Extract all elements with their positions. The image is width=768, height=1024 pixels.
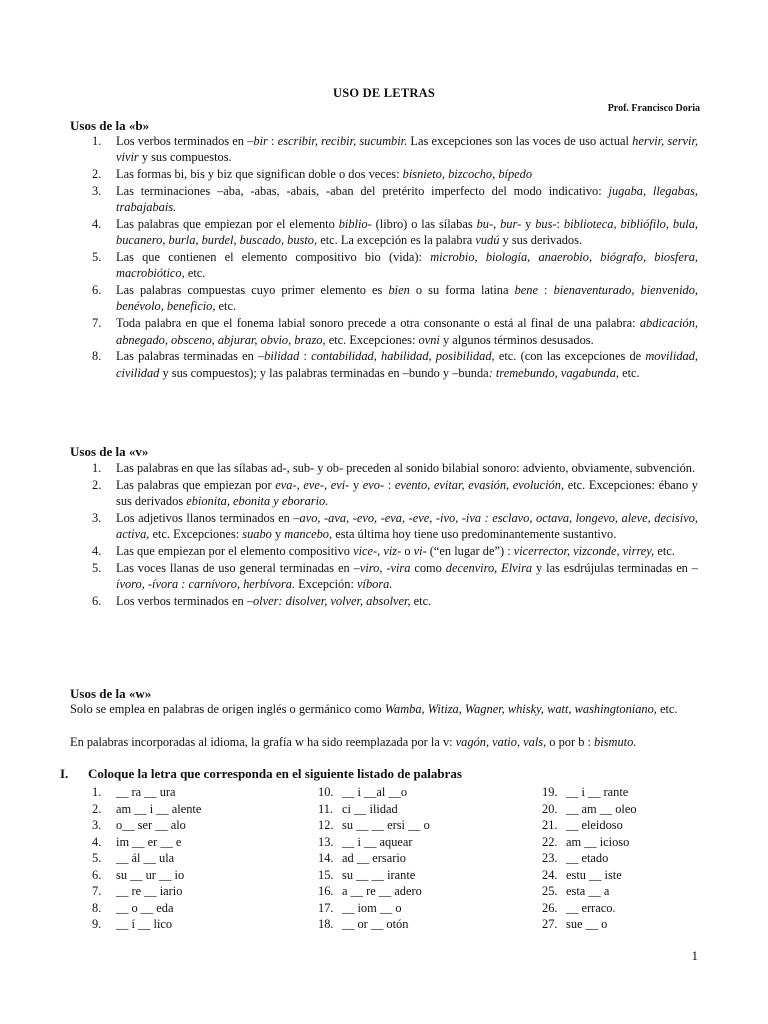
b-rule-item [92,249,698,282]
exercise-word-blank: __ í __ lico [116,917,173,931]
v-rule-item [92,477,698,510]
exercise-word-item [92,817,201,834]
exercise-word-blank: __ re __ iario [116,884,183,898]
exercise-word-number: 2. [92,801,102,816]
exercise-word-item [92,916,201,933]
exercise-word-number: 18. [318,917,334,931]
exercise-word-blank: __ eleidoso [566,818,623,832]
w-paragraph-2: En palabras incorporadas al idioma, la grafía w ha sido reemplazada por la v: vagón, vatio, vals, o por b : bismuto. [70,735,637,749]
item-number: 3. [92,510,102,525]
exercise-word-blank: ci __ ilidad [342,801,398,816]
exercise-word-blank: estu __ iste [566,867,622,882]
exercise-number: I. [60,766,69,781]
exercise-word-item [92,801,201,818]
exercise-word-number: 25. [542,884,558,898]
exercise-word-item [318,867,430,884]
item-text: Las voces llanas de uso general terminadas en –viro, -vira como decenviro, Elvira y las esdrújulas terminadas en –ívoro, -ívora : carnívoro, herbívora. Excepción: víbora. [116,560,698,592]
exercise-word-item [318,834,430,851]
exercise-word-blank: __ i __ aquear [342,834,413,849]
exercise-word-number: 3. [92,818,102,832]
exercise-word-item [318,850,430,867]
exercise-column-1 [92,784,201,933]
b-rule-item [92,315,698,348]
exercise-word-blank: __ ra __ ura [116,785,176,799]
exercise-word-number: 12. [318,818,334,832]
exercise-word-item [92,867,201,884]
exercise-word-item [318,900,430,917]
b-rule-item [92,166,698,182]
exercise-word-item [318,883,430,900]
item-number: 4. [92,216,102,231]
item-text: Los verbos terminados en –olver: disolver, volver, absolver, etc. [116,593,432,608]
exercise-word-number: 10. [318,785,334,799]
exercise-column-3 [542,784,637,933]
item-text: Las que empiezan por el elemento compositivo vice-, viz- o vi- (“en lugar de”) : vicerrector, vizconde, virrey, etc. [116,543,675,558]
exercise-word-number: 14. [318,851,334,865]
exercise-word-blank: im __ er __ e [116,834,182,849]
exercise-word-blank: __ or __ otón [342,917,409,931]
page-number: 1 [691,948,698,963]
b-rule-item [92,183,698,216]
b-rule-item [92,282,698,315]
item-text: Las terminaciones –aba, -abas, -abais, -aban del pretérito imperfecto del modo indicativo: jugaba, llegabas, trabajabais. [116,183,698,215]
exercise-instruction: Coloque la letra que corresponda en el siguiente listado de palabras [88,766,462,781]
exercise-word-number: 23. [542,851,558,865]
exercise-word-item [542,850,637,867]
exercise-word-number: 6. [92,867,102,882]
exercise-word-item [92,834,201,851]
b-rule-item [92,216,698,249]
item-number: 1. [92,134,102,148]
section-heading-v: Usos de la «v» [70,444,149,459]
item-text: Las formas bi, bis y biz que significan doble o dos veces: bisnieto, bizcocho, bípedo [116,167,533,182]
exercise-word-item [542,817,637,834]
exercise-word-number: 19. [542,785,558,799]
exercise-word-item [318,817,430,834]
exercise-word-item [542,867,637,884]
exercise-word-blank: su __ __ irante [342,867,416,882]
exercise-word-number: 26. [542,900,558,915]
v-rule-item [92,510,698,543]
exercise-column-2 [318,784,430,933]
b-rules-list [92,133,698,381]
section-heading-b: Usos de la «b» [70,118,150,133]
exercise-word-item [542,900,637,917]
author-line: Prof. Francisco Doria [607,103,700,114]
exercise-word-number: 4. [92,834,102,849]
section-heading-w: Usos de la «w» [70,686,152,701]
exercise-word-blank: __ iom __ o [342,900,402,915]
exercise-word-item [318,916,430,933]
exercise-word-item [92,900,201,917]
v-rules-list [92,460,698,610]
exercise-word-number: 1. [92,785,102,799]
item-number: 2. [92,477,102,492]
exercise-word-number: 13. [318,834,334,849]
item-text: Las palabras terminadas en –bilidad : contabilidad, habilidad, posibilidad, etc. (con las excepciones de movilidad, civilidad y sus compuestos); y las palabras terminadas en –bundo y –bunda: tremebundo, vagabunda, etc. [116,349,698,380]
exercise-word-item [92,850,201,867]
exercise-word-number: 16. [318,884,334,898]
v-rule-item [92,460,698,476]
item-number: 5. [92,560,102,575]
exercise-heading [60,766,462,782]
exercise-word-blank: __ am __ oleo [566,801,637,816]
item-text: Los adjetivos llanos terminados en –avo, -ava, -evo, -eva, -eve, -ivo, -iva : esclavo, octava, longevo, aleve, decisivo, activa, etc. Excepciones: suabo y mancebo, esta última hoy tiene uso predominantemente sustantivo. [116,510,698,542]
exercise-word-item [92,883,201,900]
exercise-word-blank: a __ re __ adero [342,884,422,898]
item-text: Las palabras compuestas cuyo primer elemento es bien o su forma latina bene : bienaventurado, bienvenido, benévolo, beneficio, etc. [116,283,699,314]
v-rule-item [92,560,698,593]
b-rule-item [92,348,698,381]
item-number: 8. [92,349,102,364]
exercise-word-number: 24. [542,867,558,882]
w-paragraph-1: Solo se emplea en palabras de origen inglés o germánico como Wamba, Witiza, Wagner, whisky, watt, washingtoniano, etc. [70,702,678,716]
exercise-word-blank: ad __ ersario [342,851,406,865]
exercise-word-number: 17. [318,900,334,915]
exercise-word-item [542,916,637,933]
exercise-word-blank: __ ál __ ula [116,851,175,865]
exercise-word-blank: am __ icioso [566,834,630,849]
exercise-word-blank: __ erraco. [566,900,616,915]
exercise-word-number: 11. [318,801,334,816]
exercise-word-blank: esta __ a [566,884,610,898]
exercise-word-item [542,801,637,818]
item-text: Las palabras que empiezan por eva-, eve-, evi- y evo- : evento, evitar, evasión, evolución, etc. Excepciones: ébano y sus derivados ebionita, ebonita y eborario. [116,477,699,509]
v-rule-item [92,543,698,559]
exercise-word-item [318,801,430,818]
exercise-word-item [92,784,201,801]
exercise-word-blank: am __ i __ alente [116,801,202,816]
exercise-word-number: 5. [92,851,102,865]
v-rule-item [92,593,698,609]
exercise-word-blank: o__ ser __ alo [116,818,186,832]
exercise-word-item [542,834,637,851]
item-number: 6. [92,283,102,298]
exercise-word-item [542,784,637,801]
exercise-word-blank: __ i __ rante [566,785,629,799]
exercise-word-blank: su __ __ ersi __ o [342,818,430,832]
item-text: Las palabras en que las sílabas ad-, sub- y ob- preceden al sonido bilabial sonoro: adviento, obviamente, subvención. [116,461,696,475]
exercise-word-number: 9. [92,917,102,931]
exercise-word-blank: sue __ o [566,917,608,931]
item-number: 1. [92,461,102,475]
exercise-word-blank: __ i __al __o [342,785,408,799]
exercise-word-item [542,883,637,900]
exercise-word-blank: su __ ur __ io [116,867,185,882]
document-title: USO DE LETRAS [333,86,435,100]
item-number: 6. [92,593,102,608]
exercise-word-blank: __ etado [566,851,609,865]
exercise-word-number: 15. [318,867,334,882]
exercise-word-number: 8. [92,900,102,915]
item-text: Los verbos terminados en –bir : escribir, recibir, sucumbir. Las excepciones son las voces de uso actual hervir, servir, vivir y sus compuestos. [116,134,699,165]
b-rule-item [92,133,698,166]
exercise-word-number: 20. [542,801,558,816]
item-text: Las que contienen el elemento compositivo bio (vida): microbio, biología, anaerobio, biógrafo, biosfera, macrobiótico, etc. [116,250,698,281]
item-number: 4. [92,543,102,558]
exercise-word-number: 27. [542,917,558,931]
exercise-word-number: 7. [92,884,102,898]
exercise-word-number: 21. [542,818,558,832]
item-text: Las palabras que empiezan por el elemento biblio- (libro) o las sílabas bu-, bur- y bus-: biblioteca, bibliófilo, bula, bucanero, burla, burdel, buscado, busto, etc. La excepción es la palabra vudú y sus derivados. [116,216,698,248]
item-text: Toda palabra en que el fonema labial sonoro precede a otra consonante o está al final de una palabra: abdicación, abnegado, obsceno, abjurar, obvio, brazo, etc. Excepciones: ovni y algunos términos desusados. [116,316,698,347]
item-number: 2. [92,167,102,182]
exercise-word-number: 22. [542,834,558,849]
item-number: 3. [92,183,102,198]
item-number: 5. [92,250,102,265]
item-number: 7. [92,316,102,331]
exercise-word-blank: __ o __ eda [116,900,174,915]
exercise-word-item [318,784,430,801]
